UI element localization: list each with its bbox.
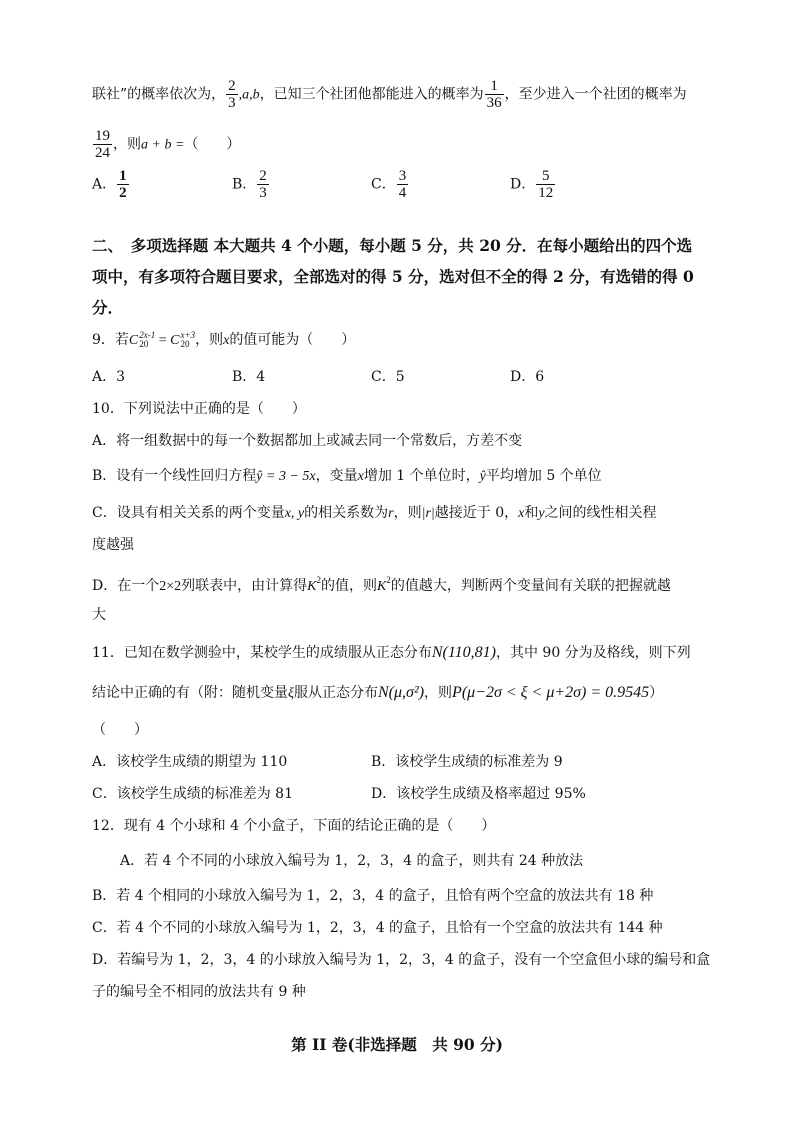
q11-option-a: A．该校学生成绩的期望为 110	[92, 754, 288, 770]
q9-option-b: B．4	[232, 369, 266, 385]
q12-option-d: D．若编号为 1，2，3，4 的小球放入编号为 1，2，3，4 的盒子，没有一个空盒但小球的编号和盒	[92, 952, 711, 968]
q11-option-b: B．该校学生成绩的标准差为 9	[371, 754, 563, 770]
q8-text: ，至少进入一个社团的概率为	[504, 86, 687, 103]
q10-option-a: A．将一组数据中的每一个数据都加上或减去同一个常数后，方差不变	[92, 433, 523, 449]
q9-stem: 9．若C 2x-1 20 = C x+3 20 ，则x的值可能为（ ）	[92, 330, 356, 349]
q11-stem-line2: 结论中正确的有（附：随机变量ξ服从正态分布N(μ,σ²)，则P(μ−2σ < ξ < μ+2σ) = 0.9545）	[92, 684, 664, 701]
q8-text: ，则	[113, 136, 141, 153]
math-vars: ,a,b	[238, 87, 260, 103]
q11-answer-paren: （ ）	[92, 722, 148, 738]
q12-stem: 12．现有 4 个小球和 4 个小盒子，下面的结论正确的是（ ）	[92, 818, 496, 834]
q12-option-d-cont: 子的编号全不相同的放法共有 9 种	[92, 984, 306, 1000]
q10-option-d: D．在一个2×2列联表中，由计算得$K^2$的值，则$K^2$的值越大，判断两个变量间有关联的把握就越	[92, 575, 671, 594]
q8-option-c: C． $\frac{3}{4}$	[371, 168, 407, 201]
q8-stem-line2	[92, 128, 240, 161]
q10-stem: 10．下列说法中正确的是（ ）	[92, 401, 306, 417]
q10-option-b: B．设有一个线性回归方程ŷ = 3 − 5x，变量x增加 1 个单位时，ŷ平均增加 5 个单位	[92, 468, 602, 484]
q12-option-b: B．若 4 个相同的小球放入编号为 1，2，3，4 的盒子，且恰有两个空盒的放法共有 18 种	[92, 888, 654, 904]
section-heading: 二、 多项选择题 本大题共 4 个小题，每小题 5 分，共 20 分．在每小题给出的四个选项中，有多项符合题目要求，全部选对的得 5 分，选对但不全的得 2 分，有选错的得 0 分．	[92, 236, 694, 317]
fraction: $\frac{1}{36}$	[486, 78, 502, 111]
fraction: $\frac{19}{24}$	[95, 128, 110, 161]
q11-stem-line1: 11．已知在数学测验中，某校学生的成绩服从正态分布N(110,81)，其中 90 分为及格线，则下列	[92, 644, 691, 661]
q10-option-c: C．设具有相关关系的两个变量x, y的相关系数为r，则|r|越接近于 0，x和y之间的线性相关程	[92, 505, 657, 521]
q8-text: ，已知三个社团他都能进入的概率为	[259, 86, 484, 103]
q8-option-d: D． $\frac{5}{12}$	[510, 168, 554, 201]
fraction: $\frac{2}{3}$	[228, 78, 236, 111]
q8-stem-line1	[92, 78, 687, 111]
part2-title: 第 II 卷(非选择题 共 90 分)	[291, 1035, 503, 1054]
q11-option-c: C．该校学生成绩的标准差为 81	[92, 786, 293, 802]
q8-option-b: B． $\frac{2}{3}$	[232, 168, 267, 201]
q12-option-a: A．若 4 个不同的小球放入编号为 1，2，3，4 的盒子，则共有 24 种放法	[120, 853, 584, 869]
math-expr: a + b =	[141, 137, 185, 153]
q10-option-d-cont: 大	[92, 607, 106, 623]
q9-option-c: C．5	[371, 369, 405, 385]
q11-option-d: D．该校学生成绩及格率超过 95%	[371, 786, 586, 802]
q8-option-a: A． $\frac{1}{2}$	[92, 168, 127, 201]
q9-option-d: D．6	[510, 369, 545, 385]
q10-option-c-cont: 度越强	[92, 537, 134, 553]
q8-text: 联社”的概率依次为，	[92, 86, 226, 103]
q9-option-a: A．3	[92, 369, 126, 385]
answer-paren: （ ）	[184, 136, 241, 153]
q12-option-c: C．若 4 个不同的小球放入编号为 1，2，3，4 的盒子，且恰有一个空盒的放法共有 144 种	[92, 920, 663, 936]
